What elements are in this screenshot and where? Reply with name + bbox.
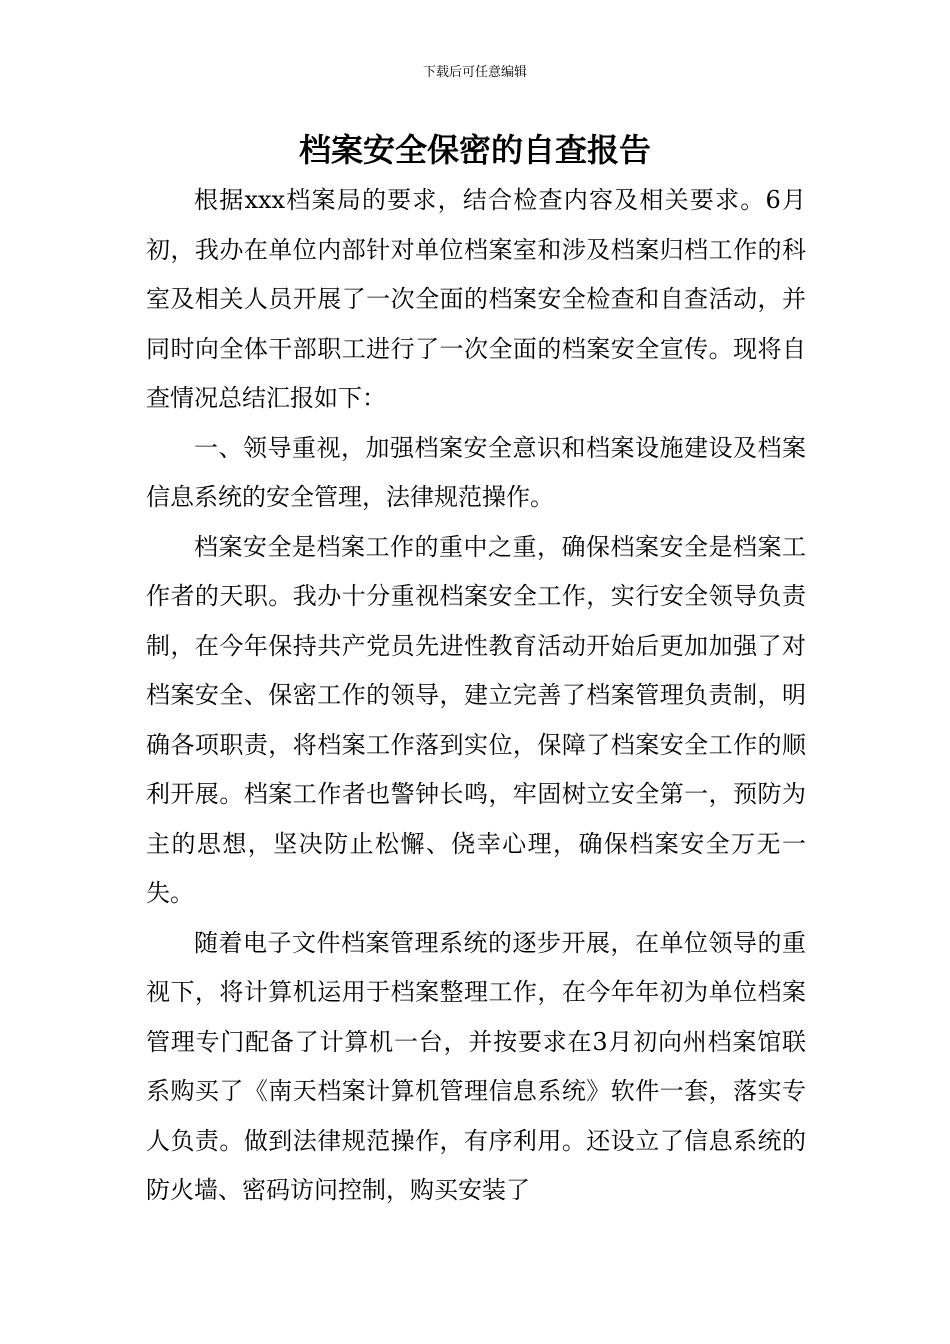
paragraph-intro: 根据xxx档案局的要求，结合检查内容及相关要求。6月初，我办在单位内部针对单位档案室和涉及档案归档工作的科室及相关人员开展了一次全面的档案安全检查和自查活动，并同时向全体干部职工进行了一次全面的档案安全宣传。现将自查情况总结汇报如下： <box>146 186 806 412</box>
paragraph-archive-safety: 档案安全是档案工作的重中之重，确保档案安全是档案工作者的天职。我办十分重视档案安全工作，实行安全领导负责制，在今年保持共产党员先进性教育活动开始后更加加强了对档案安全、保密工作的领导，建立完善了档案管理负责制，明确各项职责，将档案工作落到实位，保障了档案安全工作的顺利开展。档案工作者也警钟长鸣，牢固树立安全第一，预防为主的思想，坚决防止松懈、侥幸心理，确保档案安全万无一失。 <box>146 532 806 907</box>
paragraph-electronic-system: 随着电子文件档案管理系统的逐步开展，在单位领导的重视下，将计算机运用于档案整理工作，在今年年初为单位档案管理专门配备了计算机一台，并按要求在3月初向州档案馆联系购买了《南天档案计算机管理信息系统》软件一套，落实专人负责。做到法律规范操作，有序利用。还设立了信息系统的防火墙、密码访问控制，购买安装了 <box>146 928 806 1204</box>
header-note: 下载后可任意编辑 <box>422 65 527 80</box>
document-body <box>146 176 806 1216</box>
paragraph-section-heading: 一、领导重视，加强档案安全意识和档案设施建设及档案信息系统的安全管理，法律规范操作。 <box>146 433 806 511</box>
document-title: 档案安全保密的自查报告 <box>298 131 651 169</box>
